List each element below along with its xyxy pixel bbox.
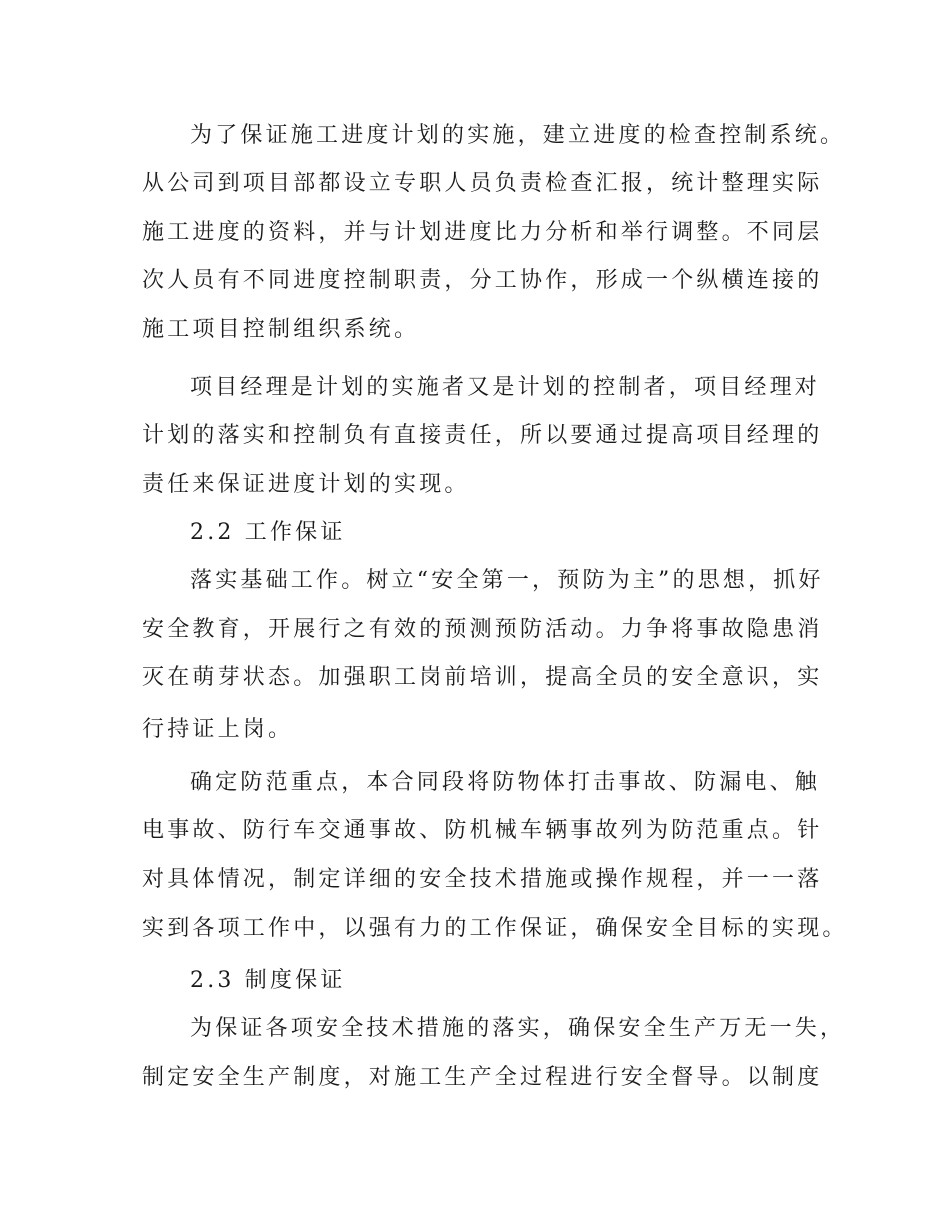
paragraph-line: 落实基础工作。树立“安全第一，预防为主”的思想，抓好 bbox=[190, 568, 824, 593]
paragraph-line: 制定安全生产制度，对施工生产全过程进行安全督导。以制度 bbox=[142, 1065, 823, 1090]
paragraph-line: 灭在萌芽状态。加强职工岗前培训，提高全员的安全意识，实 bbox=[142, 665, 823, 690]
paragraph-line: 施工进度的资料，并与计划进度比力分析和举行调整。不同层 bbox=[142, 220, 823, 245]
paragraph-line: 计划的落实和控制负有直接责任，所以要通过提高项目经理的 bbox=[142, 423, 823, 448]
paragraph-line: 从公司到项目部都设立专职人员负责检查汇报，统计整理实际 bbox=[142, 171, 823, 196]
paragraph-line: 项目经理是计划的实施者又是计划的控制者，项目经理对 bbox=[190, 375, 821, 400]
section-heading: 2.2 工作保证 bbox=[190, 520, 346, 545]
paragraph-line: 实到各项工作中，以强有力的工作保证，确保安全目标的实现。 bbox=[142, 916, 848, 941]
paragraph-line: 为保证各项安全技术措施的落实，确保安全生产万无一失， bbox=[190, 1016, 846, 1041]
paragraph-line: 施工项目控制组织系统。 bbox=[142, 317, 420, 342]
paragraph-line: 为了保证施工进度计划的实施，建立进度的检查控制系统。 bbox=[190, 123, 846, 148]
paragraph-line: 安全教育，开展行之有效的预测预防活动。力争将事故隐患消 bbox=[142, 617, 823, 642]
paragraph-line: 对具体情况，制定详细的安全技术措施或操作规程，并一一落 bbox=[142, 867, 823, 892]
paragraph-line: 次人员有不同进度控制职责，分工协作，形成一个纵横连接的 bbox=[142, 268, 823, 293]
paragraph-line: 电事故、防行车交通事故、防机械车辆事故列为防范重点。针 bbox=[142, 818, 823, 843]
paragraph-line: 责任来保证进度计划的实现。 bbox=[142, 472, 470, 497]
paragraph-line: 行持证上岗。 bbox=[142, 717, 294, 742]
section-heading: 2.3 制度保证 bbox=[190, 968, 346, 993]
paragraph-line: 确定防范重点，本合同段将防物体打击事故、防漏电、触 bbox=[190, 770, 821, 795]
